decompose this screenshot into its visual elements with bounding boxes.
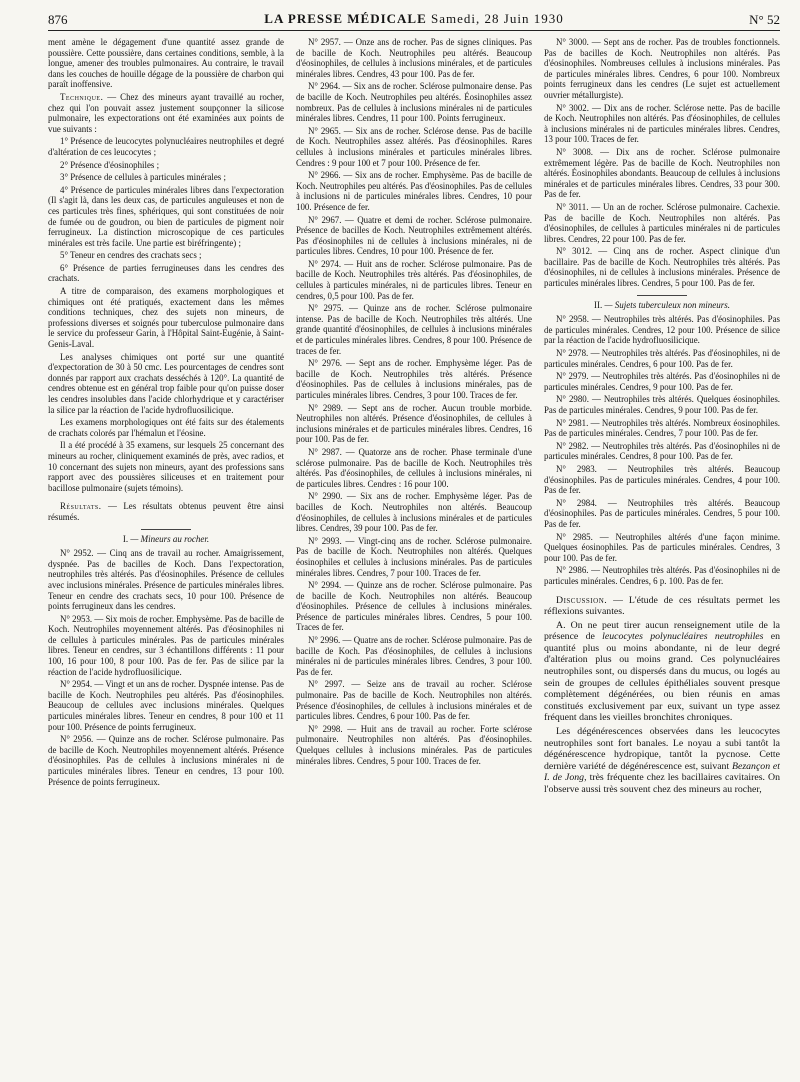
paragraph: Les dégénérescences observées dans les leucocytes neutrophiles sont fort banales. Le noyau a subi tantôt la dégénérescence hydropique, tantôt la pycnose. Cette dernière variété de dégénérescence est, suivant Bezançon et I. de Jong, très fréquente chez les bacillaires cavitaires. On l'observe aussi très souvent chez des mineurs au rocher,: [544, 726, 780, 795]
case-entry: N° 2965. — Six ans de rocher. Sclérose dense. Pas de bacille de Koch. Neutrophiles assez altérés. Pas d'éosinophiles. Rares cellules à inclusions minérales et particules minérales libres. Cendres : 9 pour 100 et 7 pour 100. Présence de fer.: [296, 125, 532, 168]
case-entry: N° 2984. — Neutrophiles très altérés. Beaucoup d'éosinophiles. Pas de particules minérales. Cendres, 5 pour 100. Pas de fer.: [544, 497, 780, 529]
case-entry: N° 2986. — Neutrophiles très altérés. Pas d'éosinophiles ni de particules minérales. Cendres, 6 p. 100. Pas de fer.: [544, 565, 780, 586]
column-3: [544, 37, 780, 1077]
case-entry: N° 3012. — Cinq ans de rocher. Aspect clinique d'un bacillaire. Pas de bacille de Koch. Neutrophiles très altérés. Pas d'éosinophiles, ni de cellules à inclusions minérales. Présence de particules minérales libres. Cendres, 5 pour 100. Pas de fer.: [544, 246, 780, 289]
paragraph: Il a été procédé à 35 examens, sur lesquels 25 concernant des mineurs au rocher, cliniquement examinés de près, avec radios, et 10 concernant des sujets non mineurs, ayant des professions sans rapport avec des poussières siliceuses et en traitement pour bacillose pulmonaire (sujets témoins).: [48, 440, 284, 493]
paragraph-text: — Les résultats obtenus peuvent être ainsi résumés.: [48, 501, 284, 522]
case-entry: N° 2996. — Quatre ans de rocher. Sclérose pulmonaire. Pas de bacille de Koch. Pas d'éosinophiles, de cellules à inclusions minérales ni de particules minérales libres. Cendres, 3 pour 100. Pas de fer.: [296, 635, 532, 677]
page-header: [48, 10, 780, 31]
list-item: 4° Présence de particules minérales libres dans l'expectoration (Il s'agit là, dans les deux cas, de particules anguleuses et non de ces particules très fines, sphériques, qui sont constituées de noir de fumée ou de goudron, ou bien de particules de pigment noir ferrugineux. La distinction microscopique de ces particules minérales est très facile. Une partie est biréfringente) ;: [48, 184, 284, 248]
case-entry: N° 2979. — Neutrophiles très altérés. Pas d'éosinophiles ni de particules minérales. Cendres, 9 pour 100. Pas de fer.: [544, 371, 780, 392]
case-entry: N° 2964. — Six ans de rocher. Sclérose pulmonaire dense. Pas de bacille de Koch. Neutrophiles peu altérés. Éosinophiles assez nombreux. Pas de cellules à inclusions minérales ni de particules minérales libres. Cendres, 11 pour 100. Points ferrugineux.: [296, 81, 532, 124]
paragraph: [48, 501, 284, 522]
case-entry: N° 2967. — Quatre et demi de rocher. Sclérose pulmonaire. Présence de bacilles de Koch. Neutrophiles extrêmement altérés. Pas d'éosinophiles ni de cellules à inclusions minérales, ni de particules libres. Cendres, 10 pour 100. Présence de fer.: [296, 214, 532, 257]
paragraph: Les examens morphologiques ont été faits sur des étalements de crachats colorés par l'hémalun et l'éosine.: [48, 417, 284, 438]
case-entry: N° 2985. — Neutrophiles altérés d'une façon minime. Quelques éosinophiles. Pas de particules minérales. Cendres, 3 pour 100. Pas de fer.: [544, 531, 780, 563]
case-entry: N° 3008. — Dix ans de rocher. Sclérose pulmonaire extrêmement légère. Pas de bacille de Koch. Neutrophiles non altérés. Éosinophiles abondants. Beaucoup de cellules à inclusions minérales et de particules minérales libres. Cendres, 33 pour 300. Pas de fer.: [544, 146, 780, 200]
paragraph-text: — Chez des mineurs ayant travaillé au rocher, chez qui l'on pouvait assez justement soupçonner la silicose pulmonaire, les expectorations ont été examinées aux points de vue suivants :: [48, 91, 284, 134]
case-entry: N° 2982. — Neutrophiles très altérés. Pas d'éosinophiles ni de particules minérales. Cendres, 8 pour 100. Pas de fer.: [544, 440, 780, 462]
issue-date: Samedi, 28 Juin 1930: [431, 11, 564, 26]
case-entry: N° 2993. — Vingt-cinq ans de rocher. Sclérose pulmonaire. Pas de bacille de Koch. Neutrophiles non altérés. Quelques éosinophiles et cellules à inclusions minérales. Pas de particules minérales libres. Cendres, 7 pour 100. Traces de fer.: [296, 535, 532, 578]
journal-title: [48, 11, 780, 27]
column-2: [296, 37, 532, 1077]
case-entry: N° 2958. — Neutrophiles très altérés. Pas d'éosinophiles. Pas de particules minérales. Cendres, 12 pour 100. Présence de silice par la réaction de l'acide hydrofluosilicique.: [544, 314, 780, 346]
section-heading: II. — Sujets tuberculeux non mineurs.: [544, 295, 780, 311]
paragraph: A titre de comparaison, des examens morphologiques et chimiques ont été pratiqués, exactement dans les mêmes conditions techniques, chez des sujets non mineurs, de professions diverses et soignés pour tuberculose pulmonaire dans le service du professeur Garin, à l'Hôpital Saint-Eugénie, à Saint-Genis-Laval.: [48, 286, 284, 350]
case-entry: N° 2956. — Quinze ans de rocher. Sclérose pulmonaire. Pas de bacille de Koch. Neutrophiles moyennement altérés. Présence d'éosinophiles. Pas de cellules à inclusions minérales ni de particules minérales libres. Teneur en cendres, 13 pour 100. Présence de points ferrugineux.: [48, 734, 284, 787]
case-entry: N° 2998. — Huit ans de travail au rocher. Forte sclérose pulmonaire. Neutrophiles non altérés. Pas d'éosinophiles. Quelques cellules à inclusions minérales. Pas de particules minérales libres. Cendres, 5 pour 100. Traces de fer.: [296, 723, 532, 766]
paragraph: A. On ne peut tirer aucun renseignement utile de la présence de leucocytes polynucléaires neutrophiles en quantité plus ou moins abondante, ni de leur degré d'altération plus ou moins grand. Ces polynucléaires neutrophiles sont, ou dispersés dans du mucus, ou logés au sein de groupes de cellules épithéliales souvent presque complètement dégénérées, ou bien réunis en amas constitués exclusivement par eux, suivant un type assez fréquent dans les vieilles bronchites chroniques.: [544, 619, 780, 724]
case-entry: N° 2990. — Six ans de rocher. Emphysème léger. Pas de bacilles de Koch. Neutrophiles non altérés. Beaucoup d'éosinophiles, de cellules à inclusions minérales et de particules libres. Cendres, 39 pour 100. Pas de fer.: [296, 491, 532, 534]
list-item: 2° Présence d'éosinophiles ;: [60, 159, 160, 170]
article-columns: [48, 37, 780, 1077]
section-label: Discussion.: [556, 594, 608, 606]
page-number: 876: [48, 12, 68, 27]
paragraph: [544, 595, 780, 618]
journal-name: LA PRESSE MÉDICALE: [264, 11, 427, 26]
paragraph: Les analyses chimiques ont porté sur une quantité d'expectoration de 30 à 50 cmc. Les pourcentages de cendres sont donnés par rapport aux crachats desséchés à 120°. La quantité de cendres obtenue est en général trop faible pour qu'on puisse doser les cendres insolubles dans l'acide chlorhydrique et y caractériser la silice par la réaction de l'acide hydrofluosilicique.: [48, 351, 284, 415]
case-entry: N° 2953. — Six mois de rocher. Emphysème. Pas de bacille de Koch. Neutrophiles moyennement altérés. Pas d'éosinophiles ni de cellules à particules minérales. Pas de particules minérales libres. Teneur en cendres, sur 3 échantillons différents : 11 pour 100, 16 pour 100, 8 pour 100. Pas de fer. Pas de silice par la réaction de l'acide hydrofluosilicique.: [48, 613, 284, 677]
list-item: 3° Présence de cellules à particules minérales ;: [60, 172, 226, 183]
italic-authors: Bezançon et I. de Jong: [544, 760, 780, 784]
case-entry: N° 2957. — Onze ans de rocher. Pas de signes cliniques. Pas de bacille de Koch. Neutrophiles peu altérés. Beaucoup d'éosinophiles, de cellules à inclusions minérales, et de particules minérales libres. Cendres, 43 pour 100. Pas de fer.: [296, 37, 532, 79]
list-item: 6° Présence de parties ferrugineuses dans les cendres des crachats.: [48, 262, 284, 284]
case-entry: N° 3011. — Un an de rocher. Sclérose pulmonaire. Cachexie. Pas de bacille de Koch. Neutrophiles non altérés. Pas d'éosinophiles, de cellules à particules minérales ni de particules libres. Cendres, 22 pour 100. Pas de fer.: [544, 201, 780, 244]
paragraph: [48, 92, 284, 134]
case-entry: N° 2954. — Vingt et un ans de rocher. Dyspnée intense. Pas de bacille de Koch. Neutrophiles peu altérés. Pas d'éosinophiles. Beaucoup de cellules avec inclusions minérales. Quelques particules minérales libres. Teneur en cendres, 8 pour 100 et 11 pour 100. Présence de points ferrugineux.: [48, 679, 284, 732]
case-entry: N° 2978. — Neutrophiles très altérés. Pas d'éosinophiles, ni de particules minérales. Cendres, 6 pour 100. Pas de fer.: [544, 348, 780, 369]
case-entry: N° 2989. — Sept ans de rocher. Aucun trouble morbide. Neutrophiles non altérés. Présence d'éosinophiles, de cellules à inclusions minérales et de particules minérales libres. Cendres, 16 pour 100. Pas de fer.: [296, 402, 532, 445]
italic-term: leucocytes polynucléaires neutrophiles: [602, 631, 764, 643]
paragraph-text: — L'étude de ces résultats permet les réflexions suivantes.: [544, 594, 780, 618]
case-entry: N° 2952. — Cinq ans de travail au rocher. Amaigrissement, dyspnée. Pas de bacilles de Koch. Dans l'expectoration, neutrophiles très altérés. Pas d'éosinophiles. Présence de cellules avec inclusions minérales. Présence de particules minérales libres. Teneur en cendre des crachats secs, 10 pour 100. Présence de points ferrugineux dans les cendres.: [48, 548, 284, 612]
case-entry: N° 2974. — Huit ans de rocher. Sclérose pulmonaire. Pas de bacille de Koch. Neutrophiles très altérés. Pas d'éosinophiles, de cellules à particules minérales, ni de particules libres. Teneur en cendres, 0,5 pour 100. Pas de fer.: [296, 258, 532, 301]
case-entry: N° 2976. — Sept ans de rocher. Emphysème léger. Pas de bacille de Koch. Neutrophiles très altérés. Présence d'éosinophiles. Pas de cellules à inclusions minérales, pas de particules minérales libres. Cendres, 3 pour 100. Traces de fer.: [296, 358, 532, 400]
section-label: Résultats.: [60, 501, 102, 512]
case-entry: N° 2980. — Neutrophiles très altérés. Quelques éosinophiles. Pas de particules minérales. Cendres, 9 pour 100. Pas de fer.: [544, 394, 780, 415]
section-heading: I. — Mineurs au rocher.: [48, 529, 284, 545]
case-entry: N° 2981. — Neutrophiles très altérés. Nombreux éosinophiles. Pas de particules minérales. Cendres, 7 pour 100. Pas de fer.: [544, 417, 780, 439]
list-item: 5° Teneur en cendres des crachats secs ;: [60, 250, 202, 261]
paragraph: ment amène le dégagement d'une quantité assez grande de poussière. Cette poussière, dans certaines conditions, semble, à la longue, amener des troubles pulmonaires. Au contraire, le travail dans les couches de houille dégage de la poussière de charbon qui paraît inoffensive.: [48, 37, 284, 90]
case-entry: N° 3000. — Sept ans de rocher. Pas de troubles fonctionnels. Pas de bacilles de Koch. Neutrophiles non altérés. Pas d'éosinophiles. Nombreuses cellules à inclusions minérales. Pas de particules minérales libres. Cendres, 6 pour 100. Nombreux points ferrugineux dans les cendres (Le sujet est actuellement ouvrier métallurgiste).: [544, 37, 780, 100]
case-entry: N° 2975. — Quinze ans de rocher. Sclérose pulmonaire intense. Pas de bacille de Koch. Neutrophiles très altérés. Une grande quantité d'éosinophiles, de cellules à inclusions minérales et de particules minérales libres. Cendres, 8 pour 100. Présence de traces de fer.: [296, 303, 532, 356]
column-1: [48, 37, 284, 1077]
issue-number: N° 52: [749, 12, 780, 27]
case-entry: N° 3002. — Dix ans de rocher. Sclérose nette. Pas de bacille de Koch. Neutrophiles non altérés. Pas d'éosinophiles, de cellules à inclusions minérales ni de particules minérales libres. Cendres, 13 pour 100. Traces de fer.: [544, 102, 780, 145]
case-entry: N° 2997. — Seize ans de travail au rocher. Sclérose pulmonaire. Pas de bacille de Koch. Neutrophiles non altérés. Présence d'éosinophiles, de cellules à inclusions minérales et de particules libres. Cendres, 6 pour 100. Pas de fer.: [296, 679, 532, 722]
list-item: 1° Présence de leucocytes polynucléaires neutrophiles et degré d'altération de ces leucocytes ;: [48, 136, 284, 157]
case-entry: N° 2983. — Neutrophiles très altérés. Beaucoup d'éosinophiles. Pas de particules minérales. Cendres, 4 pour 100. Pas de fer.: [544, 463, 780, 496]
case-entry: N° 2994. — Quinze ans de rocher. Sclérose pulmonaire. Pas de bacille de Koch. Neutrophiles non altérés. Beaucoup d'éosinophiles. Présence de cellules à inclusions minérales. Présence de particules minérales libres. Cendres, 5 pour 100. Traces de fer.: [296, 580, 532, 633]
section-label: Technique.: [60, 91, 104, 102]
case-entry: N° 2987. — Quatorze ans de rocher. Phase terminale d'une sclérose pulmonaire. Pas de bacille de Koch. Neutrophiles très altérés. Pas d'éosinophiles, de cellules à inclusions minérales, ni de particules libres. Cendres : 16 pour 100.: [296, 446, 532, 489]
case-entry: N° 2966. — Six ans de rocher. Emphysème. Pas de bacille de Koch. Neutrophiles peu altérés. Pas d'éosinophiles. Pas de cellules à inclusions ni de particules minérales libres. Cendres, 10 pour 100. Présence de fer.: [296, 170, 532, 212]
